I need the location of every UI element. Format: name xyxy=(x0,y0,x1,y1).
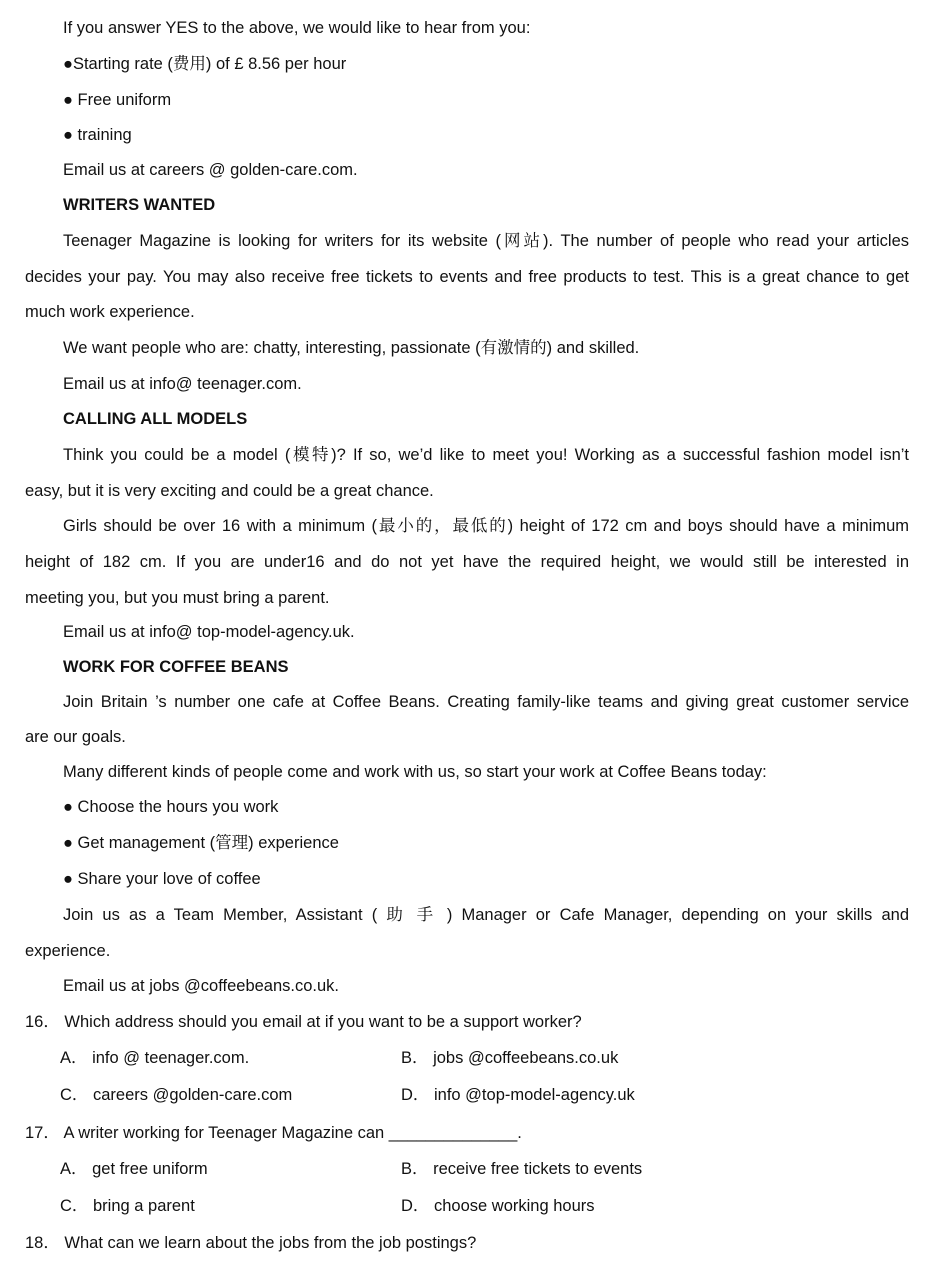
coffee-para2: Many different kinds of people come and work with us, so start your work at Coffee Beans today: xyxy=(63,763,767,781)
coffee-para3-line-1: Join us as a Team Member, Assistant ( 助 手 ) Manager or Cafe Manager, depending on your skills and xyxy=(63,906,909,924)
question-16-option-a[interactable]: A． info @ teenager.com. xyxy=(60,1049,250,1067)
models-para1-line-1: Think you could be a model (模特)? If so, we’d like to meet you! Working as a successful fashion model isn’t xyxy=(63,446,909,464)
models-heading: CALLING ALL MODELS xyxy=(63,410,248,428)
coffee-para1-line-2: are our goals. xyxy=(25,728,126,746)
bullet-training: ● training xyxy=(63,126,132,144)
bullet-share-love: ● Share your love of coffee xyxy=(63,870,261,888)
bullet-management: ● Get management (管理) experience xyxy=(63,834,339,852)
writers-heading: WRITERS WANTED xyxy=(63,196,216,214)
question-17-stem: 17． A writer working for Teenager Magazine can ______________. xyxy=(25,1124,522,1142)
question-16-option-b[interactable]: B． jobs @coffeebeans.co.uk xyxy=(401,1049,619,1067)
coffee-heading: WORK FOR COFFEE BEANS xyxy=(63,658,289,676)
bullet-free-uniform: ● Free uniform xyxy=(63,91,172,109)
coffee-para3-line-2: experience. xyxy=(25,942,111,960)
writers-para-line-3: much work experience. xyxy=(25,303,195,321)
writers-para-line-2: decides your pay. You may also receive free tickets to events and free products to test. This is a great chance to get xyxy=(25,268,909,286)
models-para1-line-2: easy, but it is very exciting and could be a great chance. xyxy=(25,482,434,500)
question-17-option-c[interactable]: C． bring a parent xyxy=(60,1197,195,1215)
bullet-choose-hours: ● Choose the hours you work xyxy=(63,798,279,816)
models-para2-line-3: meeting you, but you must bring a parent. xyxy=(25,589,330,607)
writers-email: Email us at info@ teenager.com. xyxy=(63,375,302,393)
models-email: Email us at info@ top-model-agency.uk. xyxy=(63,623,355,641)
question-17-option-d[interactable]: D． choose working hours xyxy=(401,1197,595,1215)
coffee-para1-line-1: Join Britain ’s number one cafe at Coffee Beans. Creating family-like teams and giving great customer service xyxy=(63,693,909,711)
question-17-option-b[interactable]: B． receive free tickets to events xyxy=(401,1160,643,1178)
question-16-option-d[interactable]: D． info @top-model-agency.uk xyxy=(401,1086,635,1104)
models-para2-line-2: height of 182 cm. If you are under16 and do not yet have the required height, we would still be interested in xyxy=(25,553,909,571)
question-18-stem: 18． What can we learn about the jobs from the job postings? xyxy=(25,1234,477,1252)
writers-para-line-1: Teenager Magazine is looking for writers for its website (网站). The number of people who read your articles xyxy=(63,232,909,250)
coffee-email: Email us at jobs @coffeebeans.co.uk. xyxy=(63,977,340,995)
question-16-option-c[interactable]: C． careers @golden-care.com xyxy=(60,1086,293,1104)
models-para2-line-1: Girls should be over 16 with a minimum (最小的，最低的) height of 172 cm and boys should have a minimum xyxy=(63,517,909,535)
question-16-stem: 16． Which address should you email at if you want to be a support worker? xyxy=(25,1013,582,1031)
writers-want-text: We want people who are: chatty, interesting, passionate (有激情的) and skilled. xyxy=(63,339,640,357)
hear-from-you-text: If you answer YES to the above, we would like to hear from you: xyxy=(63,19,531,37)
bullet-starting-rate: ●Starting rate (费用) of £ 8.56 per hour xyxy=(63,55,347,73)
golden-care-email: Email us at careers @ golden-care.com. xyxy=(63,161,358,179)
question-17-option-a[interactable]: A． get free uniform xyxy=(60,1160,208,1178)
